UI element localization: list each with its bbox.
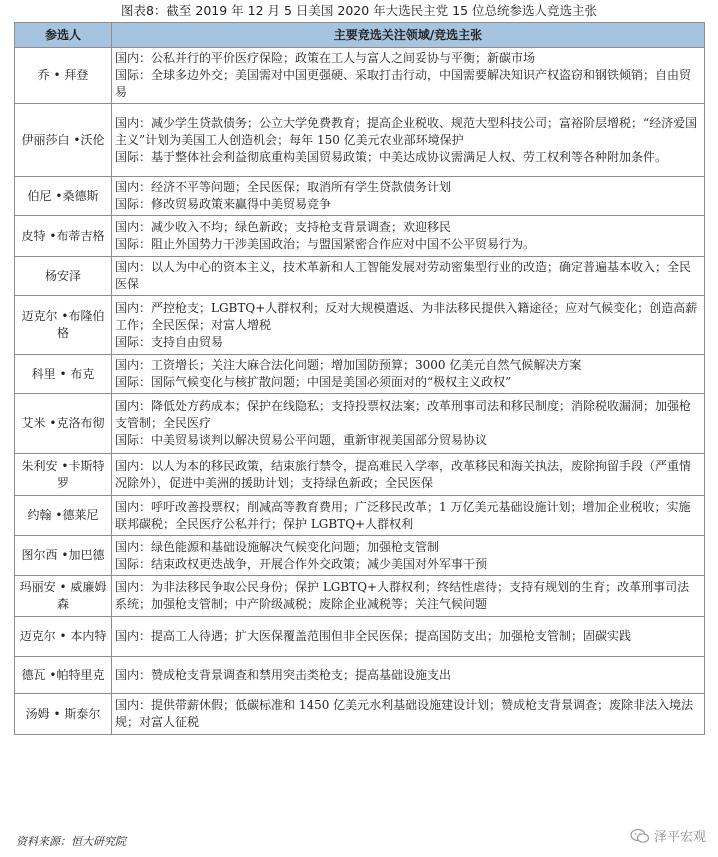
candidate-name: 伊丽莎白 •沃伦 [15,104,112,177]
table-row [15,657,705,694]
position-line: 国内：以人为中心的资本主义，技术革新和人工智能发展对劳动密集型行业的改造；确定普遍基本收入；全民医保 [115,260,692,291]
source-note: 资料来源：恒大研究院 [16,835,126,848]
candidate-name: 朱利安 •卡斯特罗 [15,454,112,496]
table-row [15,296,705,355]
position-line: 国际：阻止外国势力干涉美国政治；与盟国紧密合作应对中国不公平贸易行为。 [115,237,536,251]
position-line: 国内：绿色能源和基础设施解决气候变化问题；加强枪支管制 [115,539,440,554]
candidate-name: 科里 • 布克 [15,355,112,394]
table-row [15,216,705,257]
position-line: 国内：以人为本的移民政策，结束旅行禁令，提高难民入学率，改革移民和海关执法，废除拘留手段（严重情况除外），促进中美洲的援助计划；支持绿色新政；全民医保 [115,458,692,490]
position-line: 国内：严控枪支；LGBTQ+人群权利；反对大规模遣返、为非法移民提供入籍途径；应对气候变化；创造高薪工作；全民医保；对富人增税 [115,300,698,332]
position-line: 国际：基于整体社会利益彻底重构美国贸易政策；中美达成协议需满足人权、劳工权利等各种附加条件。 [115,149,668,164]
candidate-positions [112,576,705,617]
header-candidate: 参选人 [15,23,112,48]
position-line: 国际：支持自由贸易 [115,334,224,349]
position-line: 国内：提高工人待遇；扩大医保覆盖范围但非全民医保；提高国防支出；加强枪支管制；固碳实践 [115,629,632,643]
table-header-row [15,23,705,48]
candidate-positions [112,394,705,454]
candidate-name: 迈克尔 •布隆伯格 [15,296,112,355]
position-line: 国际：修改贸易政策来赢得中美贸易竞争 [115,197,332,211]
candidate-positions [112,296,705,355]
position-line: 国内：减少收入不均；绿色新政；支持枪支背景调查；欢迎移民 [115,220,452,234]
candidate-name: 迈克尔 • 本内特 [15,617,112,657]
position-line: 国际：全球多边外交；美国需对中国更强硬、采取打击行动，中国需要解决知识产权盗窃和钢铁倾销；自由贸易 [115,68,692,99]
candidate-positions [112,536,705,576]
position-line: 国际：中美贸易谈判以解决贸易公平问题，重新审视美国部分贸易协议 [115,433,488,447]
header-positions: 主要竞选关注领域/竞选主张 [112,23,705,48]
table-row [15,104,705,177]
candidate-name: 德瓦 •帕特里克 [15,657,112,694]
position-line: 国内：工资增长；关注大麻合法化问题；增加国防预算；3000 亿美元自然气候解决方案 [115,358,582,372]
table-row [15,617,705,657]
candidate-positions [112,48,705,104]
position-line: 国内：公私并行的平价医疗保险；政策在工人与富人之间妥协与平衡；新碳市场 [115,51,536,65]
figure-title: 图表8：截至 2019 年 12 月 5 日美国 2020 年大选民主党 15 位总统参选人竞选主张 [120,3,598,18]
position-line: 国内：减少学生贷款债务；公立大学免费教育；提高企业税收、规范大型科技公司；富裕阶层增税；“经济爱国主义”计划为美国工人创造机会；每年 150 亿美元农业部环境保护 [115,115,698,147]
table-row [15,48,705,104]
candidate-positions [112,216,705,257]
position-line: 国内：为非法移民争取公民身份；保护 LGBTQ+人群权利；终结性虐待；支持有规划的生育；改革刑事司法系统；加强枪支管制；中产阶级减税；废除企业减税等；关注气候问题 [115,580,690,611]
candidate-positions [112,617,705,657]
table-row [15,257,705,296]
candidate-name: 皮特 •布蒂吉格 [15,216,112,257]
table-row [15,576,705,617]
candidate-positions [112,694,705,735]
watermark-text: 泽平宏观 [653,830,706,845]
table-row [15,694,705,735]
table-row [15,454,705,496]
candidate-name: 伯尼 •桑德斯 [15,177,112,216]
candidates-table [14,22,705,735]
table-row [15,536,705,576]
position-line: 国内：呼吁改善投票权；削减高等教育费用；广泛移民改革；1 万亿美元基础设施计划；增加企业税收；实施联邦碳税；全民医疗公私并行；保护 LGBTQ+人群权利 [115,499,691,531]
candidate-name: 杨安泽 [15,257,112,296]
candidate-positions [112,104,705,177]
candidate-positions [112,496,705,536]
candidate-positions [112,257,705,296]
position-line: 国内：赞成枪支背景调查和禁用突击类枪支；提高基础设施支出 [115,667,452,682]
table-row [15,177,705,216]
position-line: 国际：结束政权更迭战争，开展合作外交政策；减少美国对外军事干预 [115,556,488,571]
candidate-name: 乔 • 拜登 [15,48,112,104]
table-row [15,496,705,536]
table-row [15,394,705,454]
position-line: 国内：提供带薪休假；低碳标准和 1450 亿美元水利基础设施建设计划；赞成枪支背景调查；废除非法入境法规；对富人征税 [115,698,694,729]
candidate-name: 汤姆 • 斯泰尔 [15,694,112,735]
candidate-positions [112,657,705,694]
watermark [630,826,706,845]
candidate-name: 约翰 •德莱尼 [15,496,112,536]
candidate-positions [112,355,705,394]
candidate-name: 图尔西 •加巴德 [15,536,112,576]
candidate-positions [112,454,705,496]
position-line: 国际：国际气候变化与核扩散问题；中国是美国必须面对的“极权主义政权” [115,375,512,389]
candidate-positions [112,177,705,216]
candidate-name: 艾米 •克洛布彻 [15,394,112,454]
position-line: 国内：降低处方药成本；保护在线隐私；支持投票权法案；改革刑事司法和移民制度；消除税收漏洞；加强枪支管制；全民医疗 [115,399,692,430]
table-row [15,355,705,394]
position-line: 国内：经济不平等问题；全民医保；取消所有学生贷款债务计划 [115,180,452,194]
candidate-name: 玛丽安 • 威廉姆森 [15,576,112,617]
wechat-icon [630,828,650,844]
